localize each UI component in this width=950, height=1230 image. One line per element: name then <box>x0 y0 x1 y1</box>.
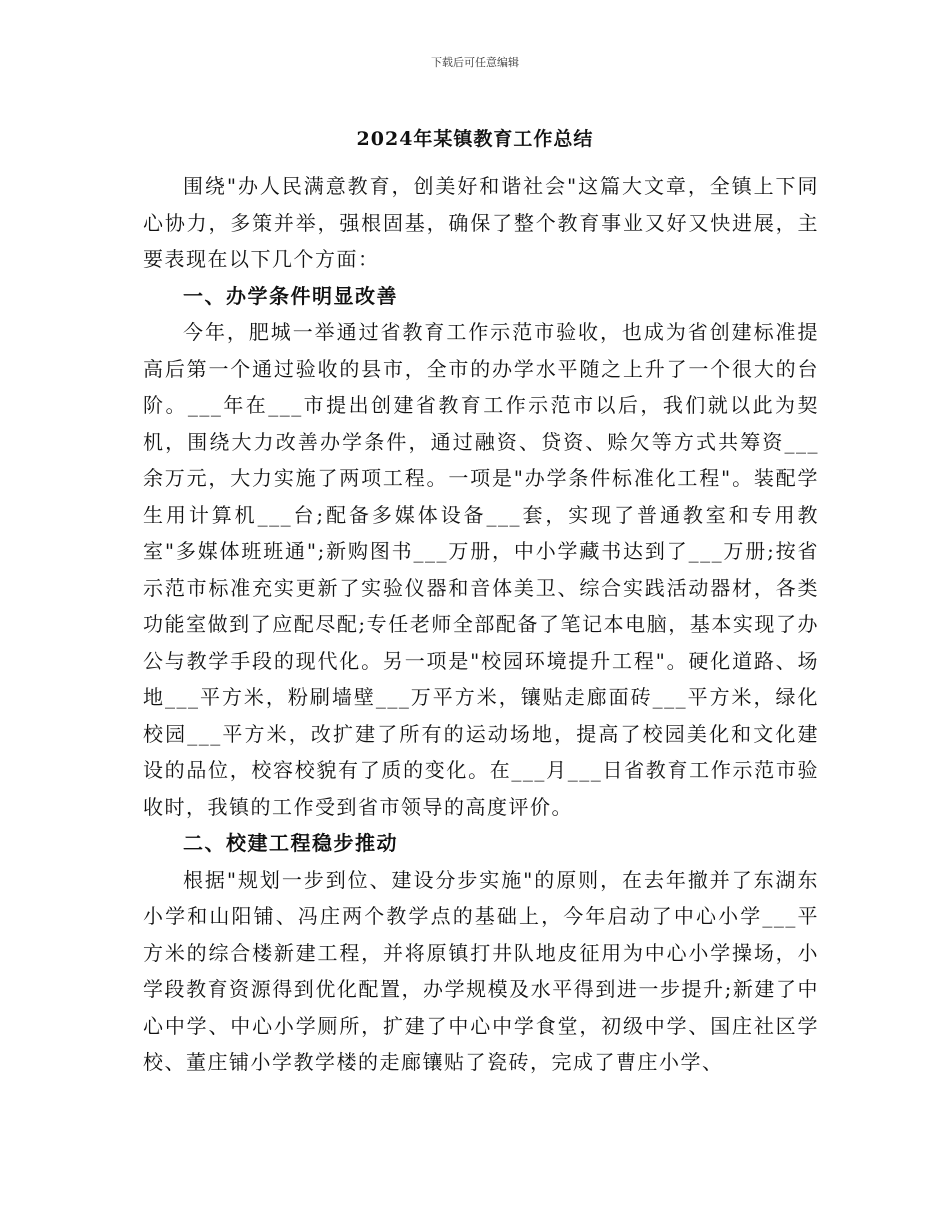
document-body <box>143 168 819 1081</box>
header-note: 下载后可任意编辑 <box>431 56 519 69</box>
intro-paragraph: 围绕"办人民满意教育，创美好和谐社会"这篇大文章，全镇上下同心协力，多策并举，强根固基，确保了整个教育事业又好又快进展，主要表现在以下几个方面： <box>143 174 819 271</box>
section-1-heading: 一、办学条件明显改善 <box>183 283 398 308</box>
document-title: 2024年某镇教育工作总结 <box>356 128 594 150</box>
section-1-paragraph: 今年，肥城一举通过省教育工作示范市验收，也成为省创建标准提高后第一个通过验收的县市，全市的办学水平随之上升了一个很大的台阶。___年在___市提出创建省教育工作示范市以后，我们就以此为契机，围绕大力改善办学条件，通过融资、贷资、赊欠等方式共筹资___余万元，大力实施了两项工程。一项是"办学条件标准化工程"。装配学生用计算机___台;配备多媒体设备___套，实现了普通教室和专用教室"多媒体班班通";新购图书___万册，中小学藏书达到了___万册;按省示范市标准充实更新了实验仪器和音体美卫、综合实践活动器材，各类功能室做到了应配尽配;专任老师全部配备了笔记本电脑，基本实现了办公与教学手段的现代化。另一项是"校园环境提升工程"。硬化道路、场地___平方米，粉刷墙壁___万平方米，镶贴走廊面砖___平方米，绿化校园___平方米，改扩建了所有的运动场地，提高了校园美化和文化建设的品位，校容校貌有了质的变化。在___月___日省教育工作示范市验收时，我镇的工作受到省市领导的高度评价。 <box>143 320 819 819</box>
section-2-paragraph: 根据"规划一步到位、建设分步实施"的原则，在去年撤并了东湖东小学和山阳铺、冯庄两个教学点的基础上，今年启动了中心小学___平方米的综合楼新建工程，并将原镇打井队地皮征用为中心小学操场，小学段教育资源得到优化配置，办学规模及水平得到进一步提升;新建了中心中学、中心小学厕所，扩建了中心中学食堂，初级中学、国庄社区学校、董庄铺小学教学楼的走廊镶贴了瓷砖，完成了曹庄小学、 <box>143 867 819 1074</box>
section-2-heading: 二、校建工程稳步推动 <box>183 831 398 855</box>
